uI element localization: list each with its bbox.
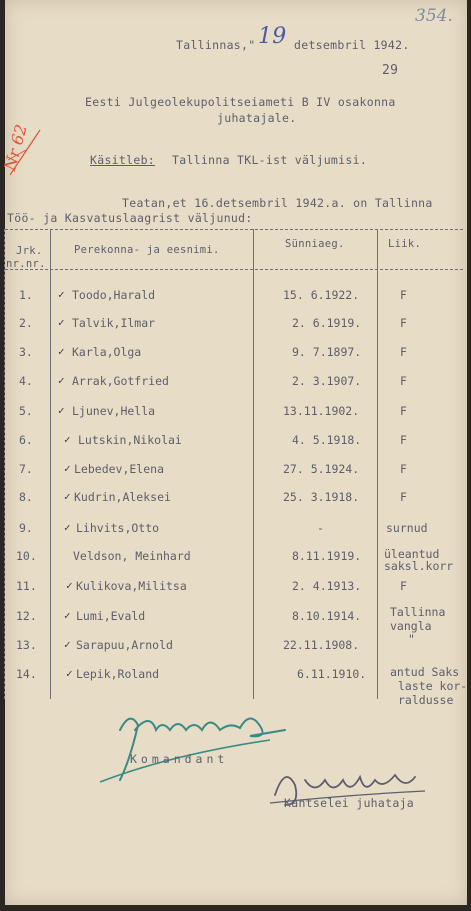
row-name: Kudrin,Aleksei xyxy=(74,490,171,504)
checkmark-icon: ✓ xyxy=(66,667,73,680)
table-row xyxy=(0,374,471,398)
row-birth: 9. 7.1897. xyxy=(292,345,362,359)
table-top-rule xyxy=(5,229,463,230)
komandant-label: Komandant xyxy=(130,752,229,766)
row-name: Lepik,Roland xyxy=(76,667,160,681)
row-birth: 2. 4.1913. xyxy=(292,579,362,593)
row-name: Kulikova,Militsa xyxy=(76,579,187,593)
checkmark-icon: ✓ xyxy=(58,316,65,329)
row-name: Arrak,Gotfried xyxy=(72,374,169,388)
checkmark-icon: ✓ xyxy=(64,490,71,503)
table-row xyxy=(0,605,471,633)
row-number: 5. xyxy=(19,404,33,418)
header-name: Perekonna- ja eesnimi. xyxy=(74,244,220,256)
row-birth: 15. 6.1922. xyxy=(283,288,360,302)
margin-note-red: Nr 62 xyxy=(0,122,31,173)
row-type: " xyxy=(408,632,415,646)
row-birth: 27. 5.1924. xyxy=(283,462,360,476)
table-row xyxy=(0,433,471,457)
kantselei-label: Kantselei juhataja xyxy=(284,796,415,810)
table-row xyxy=(0,316,471,340)
row-name: Toodo,Harald xyxy=(72,288,156,302)
checkmark-icon: ✓ xyxy=(58,288,65,301)
row-name: Karla,Olga xyxy=(72,345,142,359)
row-type: F xyxy=(400,316,407,330)
row-type: antud Saks xyxy=(390,665,460,679)
row-type: F xyxy=(400,579,407,593)
red-margin-strokes xyxy=(6,120,46,180)
subject-label: Käsitleb: xyxy=(90,153,156,167)
row-number: 1. xyxy=(19,288,33,302)
row-name: Lebedev,Elena xyxy=(74,462,165,476)
row-type: surnud xyxy=(386,521,428,535)
table-row xyxy=(0,521,471,545)
row-name: Ljunev,Hella xyxy=(72,404,156,418)
table-row xyxy=(0,665,471,707)
row-type-line2: vangla xyxy=(390,619,432,633)
row-type: F xyxy=(400,374,407,388)
row-type: F xyxy=(400,490,407,504)
table-row xyxy=(0,404,471,428)
row-number: 11. xyxy=(16,579,37,593)
checkmark-icon: ✓ xyxy=(58,345,65,358)
header-city: Tallinnas," xyxy=(176,38,256,52)
row-birth: 4. 5.1918. xyxy=(292,433,362,447)
page-number: 354. xyxy=(415,6,453,26)
table-row xyxy=(0,549,471,573)
row-name: Lutskin,Nikolai xyxy=(78,433,182,447)
addressee-line2: juhatajale. xyxy=(217,111,297,125)
row-number: 9. xyxy=(19,521,33,535)
table-row xyxy=(0,490,471,514)
row-number: 6. xyxy=(19,433,33,447)
row-name: Lihvits,Otto xyxy=(76,521,160,535)
addressee-line1: Eesti Julgeolekupolitseiameti B IV osakonna xyxy=(85,95,396,109)
row-type: Tallinna xyxy=(390,605,446,619)
intro-line2: Töö- ja Kasvatuslaagrist väljunud: xyxy=(7,211,253,225)
row-number: 3. xyxy=(19,345,33,359)
row-name: Lumi,Evald xyxy=(76,609,146,623)
row-birth: 13.11.1902. xyxy=(283,404,360,418)
row-type-line2: saksl.korr xyxy=(384,559,454,573)
row-type-line3: raldusse xyxy=(398,693,454,707)
row-birth: 2. 6.1919. xyxy=(292,316,362,330)
row-birth: - xyxy=(317,521,324,535)
checkmark-icon: ✓ xyxy=(64,433,71,446)
header-birth: Sünniaeg. xyxy=(285,238,345,250)
header-nr-bottom: nr.nr. xyxy=(6,258,46,270)
row-type: F xyxy=(400,345,407,359)
row-number: 10. xyxy=(16,549,37,563)
row-name: Sarapuu,Arnold xyxy=(76,638,173,652)
table-row xyxy=(0,462,471,486)
row-birth: 8.10.1914. xyxy=(292,609,362,623)
checkmark-icon: ✓ xyxy=(66,579,73,592)
document-number: 29 xyxy=(382,63,399,78)
row-birth: 25. 3.1918. xyxy=(283,490,360,504)
row-type: F xyxy=(400,462,407,476)
row-birth: 2. 3.1907. xyxy=(292,374,362,388)
row-number: 7. xyxy=(19,462,33,476)
row-type: F xyxy=(400,404,407,418)
header-day-handwritten: 19 xyxy=(258,24,287,49)
checkmark-icon: ✓ xyxy=(58,404,65,417)
header-date: detsembril 1942. xyxy=(294,38,410,52)
table-row xyxy=(0,345,471,369)
scan-edge xyxy=(0,905,471,911)
row-birth: 6.11.1910. xyxy=(297,667,367,681)
row-type: üleantud xyxy=(384,547,440,561)
row-type-line2: laste kor- xyxy=(398,679,468,693)
row-type: F xyxy=(400,288,407,302)
row-number: 12. xyxy=(16,609,37,623)
row-name: Talvik,Ilmar xyxy=(72,316,156,330)
table-row xyxy=(0,288,471,312)
table-header-rule xyxy=(5,269,463,270)
header-type: Liik. xyxy=(388,238,422,250)
table-row xyxy=(0,632,471,662)
intro-line1: Teatan,et 16.detsembril 1942.a. on Tallinna xyxy=(122,196,433,210)
checkmark-icon: ✓ xyxy=(64,521,71,534)
row-number: 14. xyxy=(16,667,37,681)
checkmark-icon: ✓ xyxy=(64,638,71,651)
row-number: 4. xyxy=(19,374,33,388)
row-name: Veldson, Meinhard xyxy=(73,549,191,563)
subject-text: Tallinna TKL-ist väljumisi. xyxy=(172,153,368,167)
row-birth: 22.11.1908. xyxy=(283,638,360,652)
row-type: F xyxy=(400,433,407,447)
table-row xyxy=(0,579,471,603)
row-birth: 8.11.1919. xyxy=(292,549,362,563)
checkmark-icon: ✓ xyxy=(64,462,71,475)
checkmark-icon: ✓ xyxy=(64,609,71,622)
row-number: 8. xyxy=(19,490,33,504)
row-number: 13. xyxy=(16,638,37,652)
checkmark-icon: ✓ xyxy=(58,374,65,387)
row-number: 2. xyxy=(19,316,33,330)
header-nr-top: Jrk. xyxy=(16,245,43,257)
